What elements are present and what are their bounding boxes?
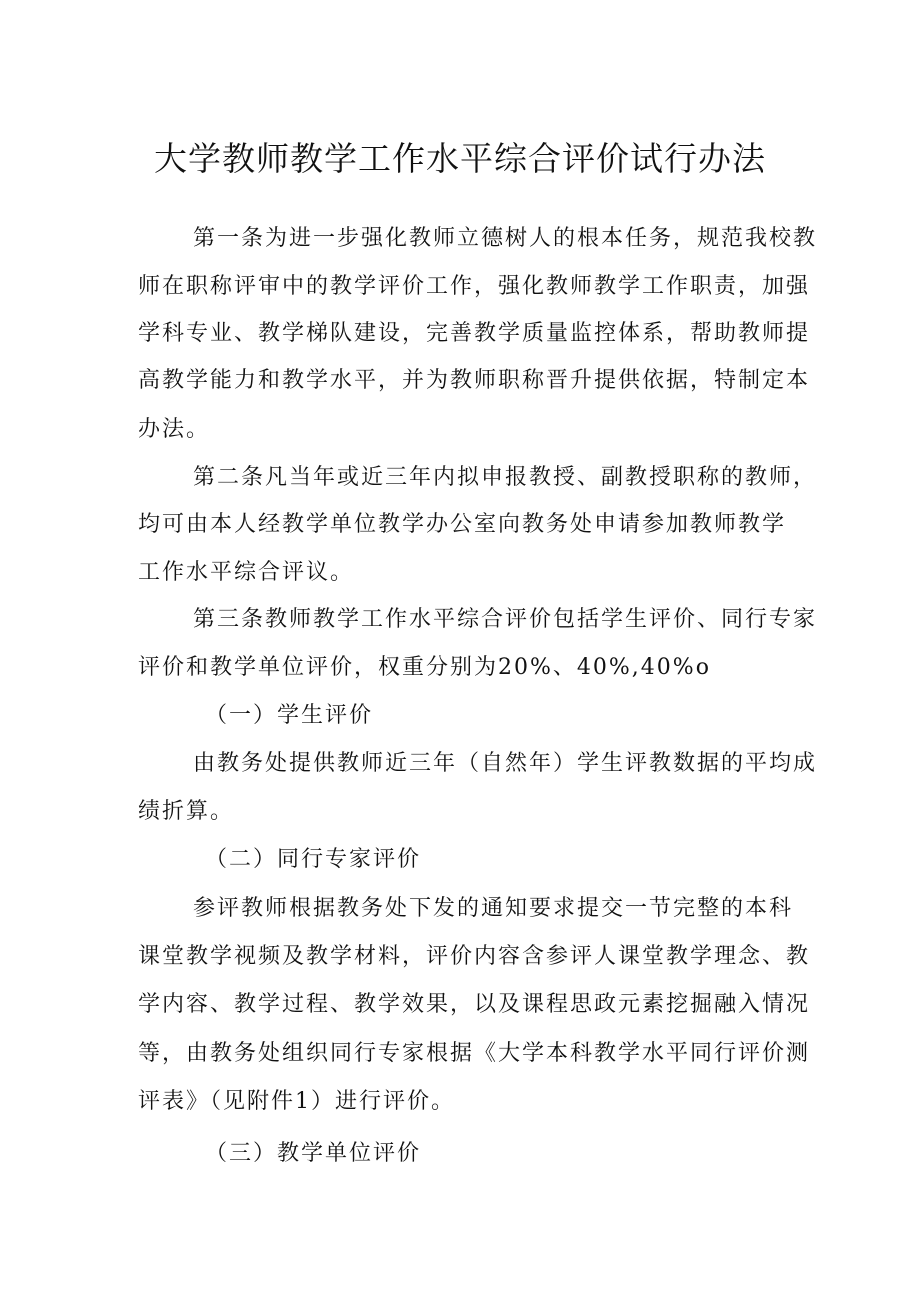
paragraph-line: 由教务处提供教师近三年（自然年）学生评教数据的平均成: [193, 751, 818, 776]
paragraph-line: 第三条教师教学工作水平综合评价包括学生评价、同行专家: [193, 607, 818, 632]
document-title: 大学教师教学工作水平综合评价试行办法: [154, 139, 766, 178]
paragraph-line: 工作水平综合评议。: [138, 560, 355, 585]
paragraph-line: 师在职称评审中的教学评价工作，强化教师教学工作职责，加强: [138, 274, 811, 299]
section-heading: （一）学生评价: [205, 703, 374, 728]
paragraph-line: 参评教师根据教务处下发的通知要求提交一节完整的本科: [193, 896, 794, 921]
paragraph-line: 学科专业、教学梯队建设，完善教学质量监控体系，帮助教师提: [138, 321, 811, 346]
paragraph-line: 评表》（见附件1）进行评价。: [138, 1089, 455, 1114]
section-heading: （三）教学单位评价: [205, 1141, 422, 1166]
paragraph-line: 课堂教学视频及教学材料，评价内容含参评人课堂教学理念、教: [138, 944, 811, 969]
paragraph-line: 绩折算。: [138, 799, 235, 824]
paragraph-line: 高教学能力和教学水平，并为教师职称晋升提供依据，特制定本: [138, 368, 811, 393]
section-heading: （二）同行专家评价: [205, 847, 422, 872]
paragraph-line: 均可由本人经教学单位教学办公室向教务处申请参加教师教学: [138, 512, 787, 537]
paragraph-line: 等，由教务处组织同行专家根据《大学本科教学水平同行评价测: [138, 1041, 811, 1066]
paragraph-line: 第一条为进一步强化教师立德树人的根本任务，规范我校教: [193, 226, 818, 251]
paragraph-line: 学内容、教学过程、教学效果，以及课程思政元素挖掘融入情况: [138, 992, 811, 1017]
paragraph-line: 办法。: [138, 417, 211, 442]
paragraph-line: 评价和教学单位评价，权重分别为20%、40%,40%o: [138, 655, 711, 680]
paragraph-line: 第二条凡当年或近三年内拟申报教授、副教授职称的教师，: [193, 465, 818, 490]
